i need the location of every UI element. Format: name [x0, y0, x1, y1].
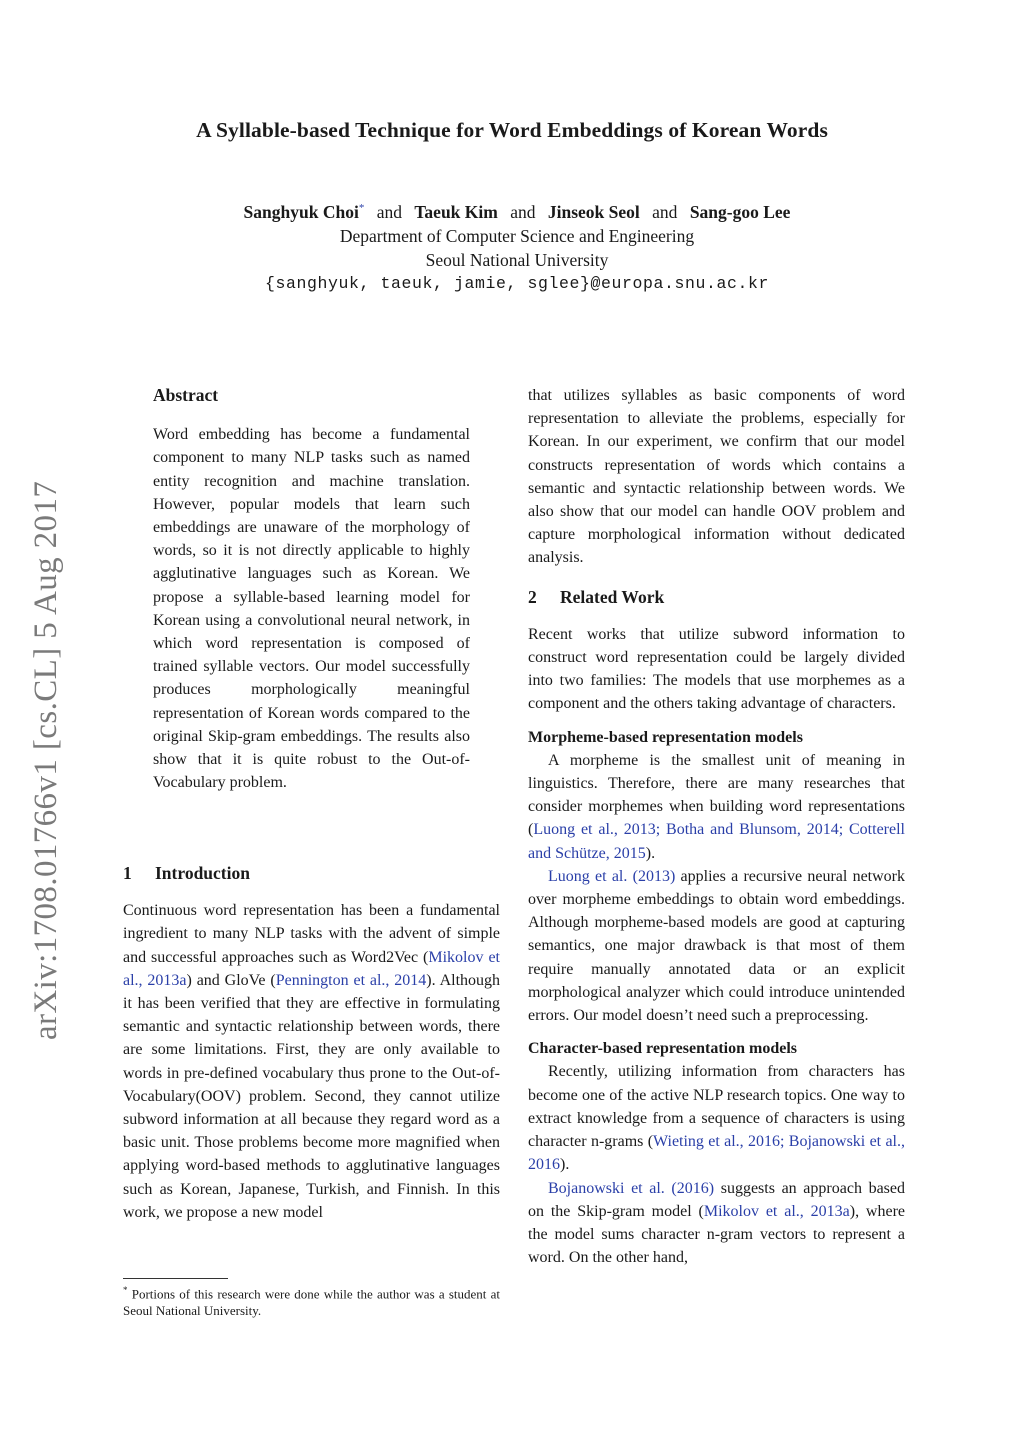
morpheme-paragraph-2: Luong et al. (2013) applies a recursive neural network over morpheme embeddings to obtain word embeddings. Although morpheme-based models are good at capturing semantics, one major drawback is that most of them require manually annotated data or an explicit morphological analyzer which could introduce unintended errors. Our model doesn’t need such a preprocessing. — [528, 867, 905, 1025]
introduction-section — [123, 862, 500, 1224]
right-column — [528, 384, 905, 1269]
section-heading-introduction: 1 Introduction — [123, 863, 250, 883]
character-paragraph-2: Bojanowski et al. (2016) suggests an approach based on the Skip-gram model (Mikolov et al., 2013a), where the model sums character n-gram vectors to represent a word. On the other hand, — [528, 1179, 906, 1267]
department: Department of Computer Science and Engineering — [339, 225, 695, 246]
paper-title: A Syllable-based Technique for Word Embeddings of Korean Words — [196, 118, 828, 142]
footnote-divider — [123, 1278, 228, 1279]
morpheme-paragraph-1: A morpheme is the smallest unit of meaning in linguistics. Therefore, there are many researches that consider morphemes when building word representations (Luong et al., 2013; Botha and Blunsom, 2014; Cotterell and Schütze, 2015). — [528, 751, 905, 862]
arxiv-stamp: arXiv:1708.01766v1 [cs.CL] 5 Aug 2017 — [28, 480, 64, 1040]
author-2: Taeuk Kim — [414, 201, 498, 222]
character-paragraph-1: Recently, utilizing information from characters has become one of the active NLP research topics. One way to extract knowledge from a sequence of characters is using character n-grams (Wieting et al., 2016; Bojanowski et al., 2016). — [528, 1063, 905, 1174]
abstract-text: Word embedding has become a fundamental component to many NLP tasks such as named entity recognition and machine translation. However, popular models that learn such embeddings are unaware of the morphology of words, so it is not directly applicable to highly agglutinative languages such as Korean. We propose a syllable-based learning model for Korean using a convolutional neural network, in which word representation is composed of trained syllable vectors. Our model successfully produces morphologically meaningful representation of Korean words compared to the original Skip-gram embeddings. The results also show that it is quite robust to the Out-of-Vocabulary problem. — [153, 426, 470, 792]
citation-link[interactable]: Mikolov et al., 2013a — [123, 948, 500, 989]
subheading-character: Character-based representation models — [528, 1040, 797, 1058]
author-3: Jinseok Seol — [547, 201, 640, 222]
footnote-mark[interactable]: * — [358, 202, 365, 214]
email-line: {sanghyuk, taeuk, jamie, sglee}@europa.snu.ac.kr — [264, 273, 770, 293]
citation-link[interactable]: Luong et al., 2013; Botha and Blunsom, 2014; Cotterell and Schütze, 2015 — [528, 821, 905, 862]
citation-link[interactable]: Bojanowski et al. (2016) — [548, 1179, 715, 1197]
subheading-morpheme: Morpheme-based representation models — [528, 728, 803, 746]
author-line: Sanghyuk Choi* and Taeuk Kim and Jinseok Seol and Sang-goo Lee — [243, 201, 791, 222]
section-heading-related-work: 2 Related Work — [528, 586, 665, 607]
citation-link[interactable]: Luong et al. (2013) — [548, 867, 676, 885]
citation-link[interactable]: Pennington et al., 2014 — [275, 971, 427, 989]
abstract — [153, 384, 470, 794]
abstract-heading: Abstract — [153, 385, 219, 405]
footnote: * Portions of this research were done while the author was a student at Seoul National University. — [123, 1285, 500, 1319]
author-block — [0, 196, 1024, 296]
related-intro-paragraph: Recent works that utilize subword information to construct word representation could be largely divided into two families: The models that use morphemes as a component and the others taking advantage of characters. — [528, 625, 905, 713]
citation-link[interactable]: Mikolov et al., 2013a — [703, 1202, 850, 1220]
citation-link[interactable]: Wieting et al., 2016; Bojanowski et al., 2016 — [528, 1133, 905, 1174]
intro-paragraph: Continuous word representation has been a fundamental ingredient to many NLP tasks with the advent of simple and successful approaches such as Word2Vec (Mikolov et al., 2013a) and GloVe (Pennington et al., 2014). Although it has been verified that they are effective in formulating semantic and syntactic relationship between words, there are some limitations. First, they are only available to words in pre-defined vocabulary thus prone to the Out-of-Vocabulary(OOV) problem. Second, they cannot utilize subword information at all because they regard word as a basic unit. Those problems become more magnified when applying word-based methods to agglutinative languages such as Korean, Japanese, Turkish, and Finnish. In this work, we propose a new model — [123, 902, 501, 1221]
author-4: Sang-goo Lee — [689, 201, 791, 222]
university: Seoul National University — [425, 249, 609, 270]
author-1: Sanghyuk Choi — [243, 201, 359, 222]
intro-paragraph-continued: that utilizes syllables as basic components of word representation to alleviate the problems, especially for Korean. In our experiment, we confirm that our model constructs representation of words which contains a semantic and syntactic relationship between words. We also show that our model can handle OOV problem and capture morphological information without dedicated analysis. — [528, 387, 905, 567]
